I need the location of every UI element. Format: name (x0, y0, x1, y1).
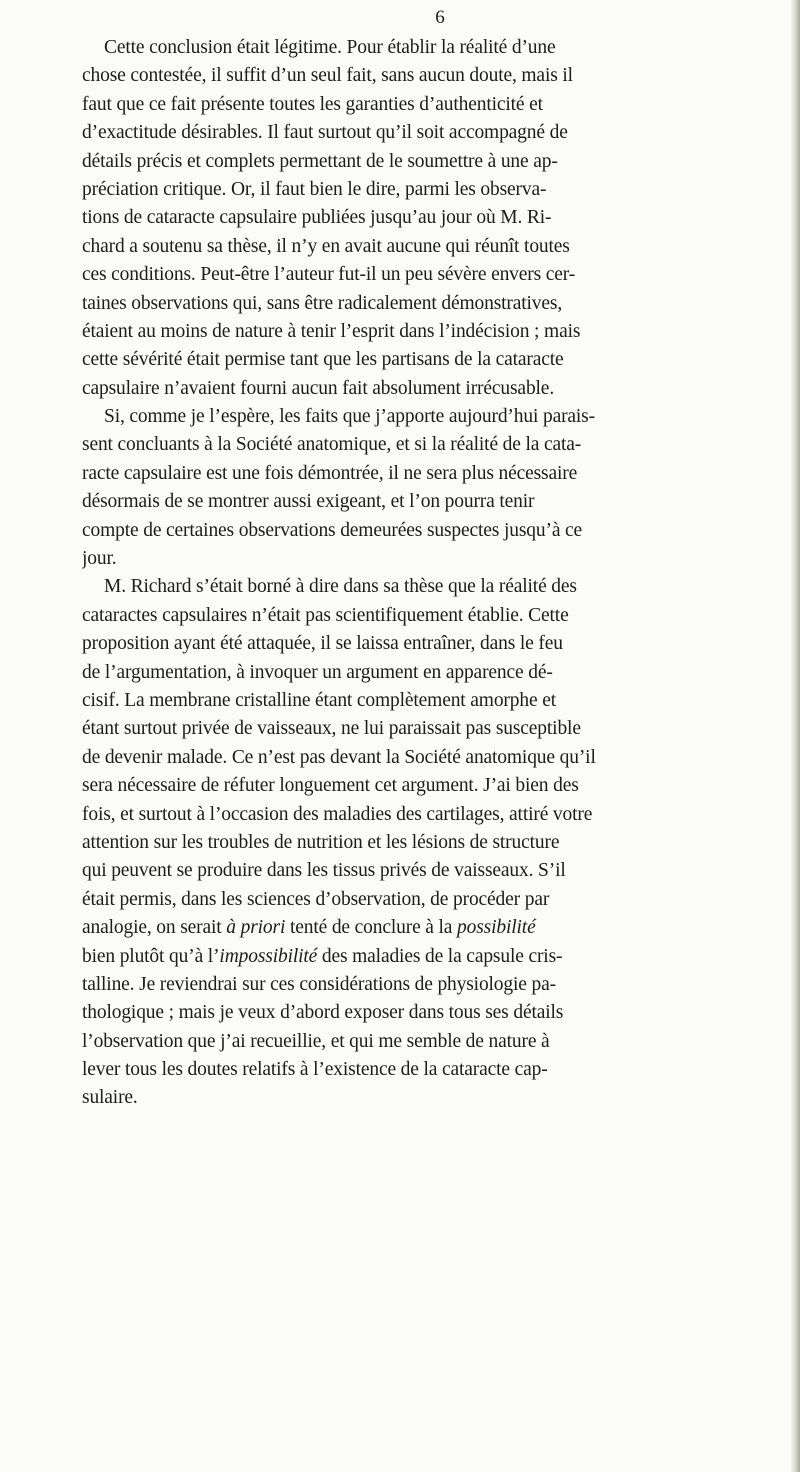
text-line: compte de certaines observations demeurées suspectes jusqu’à ce (82, 519, 583, 541)
text-line: attention sur les troubles de nutrition et les lésions de structure (82, 831, 560, 853)
text-line: sera nécessaire de réfuter longuement cet argument. J’ai bien des (82, 775, 579, 797)
text-line: de devenir malade. Ce n’est pas devant la Société anatomique qu’il (82, 746, 596, 768)
text-line: était permis, dans les sciences d’observation, de procéder par (82, 888, 550, 910)
text-line: cataractes capsulaires n’était pas scientifiquement établie. Cette (82, 604, 569, 626)
text-line: détails précis et complets permettant de le soumettre à une ap- (82, 150, 558, 172)
text-line: taines observations qui, sans être radicalement démonstratives, (82, 292, 563, 314)
text-segment: bien plutôt qu’à l’ (82, 945, 220, 967)
text-line: jour. (82, 548, 117, 570)
body-text (82, 34, 800, 1113)
paragraph-2 (82, 403, 800, 573)
text-line: qui peuvent se produire dans les tissus privés de vaisseaux. S’il (82, 860, 566, 882)
text-line: lever tous les doutes relatifs à l’existence de la cataracte cap- (82, 1059, 548, 1081)
text-line: chard a soutenu sa thèse, il n’y en avait aucune qui réunît toutes (82, 235, 570, 257)
text-line: fois, et surtout à l’occasion des maladies des cartilages, attiré votre (82, 803, 593, 825)
text-segment: tenté de conclure à la (285, 917, 458, 939)
text-line: désormais de se montrer aussi exigeant, et l’on pourra tenir (82, 491, 535, 513)
text-line-with-italics (82, 943, 800, 971)
text-segment: analogie, on serait (82, 917, 227, 939)
text-line: sulaire. (82, 1087, 138, 1109)
text-line: Si, comme je l’espère, les faits que j’apporte aujourd’hui parais- (104, 406, 595, 428)
text-line: cette sévérité était permise tant que les partisans de la cataracte (82, 349, 564, 371)
italic-phrase: à priori (226, 917, 286, 939)
text-line: racte capsulaire est une fois démontrée, il ne sera plus nécessaire (82, 462, 578, 484)
text-line: l’observation que j’ai recueillie, et qui me semble de nature à (82, 1030, 550, 1052)
text-line: tions de cataracte capsulaire publiées jusqu’au jour où M. Ri- (82, 207, 552, 229)
text-line: capsulaire n’avaient fourni aucun fait absolument irrécusable. (82, 377, 555, 399)
text-line: Cette conclusion était légitime. Pour établir la réalité d’une (104, 37, 556, 58)
text-line: proposition ayant été attaquée, il se laissa entraîner, dans le feu (82, 633, 563, 655)
paragraph-1 (82, 34, 800, 403)
text-line: ces conditions. Peut-être l’auteur fut-il un peu sévère envers cer- (82, 264, 576, 286)
text-line: faut que ce fait présente toutes les garanties d’authenticité et (82, 93, 543, 115)
text-line: thologique ; mais je veux d’abord exposer dans tous ses détails (82, 1002, 564, 1024)
italic-phrase: impossibilité (219, 945, 318, 967)
paragraph-3 (82, 573, 800, 1112)
text-line: de l’argumentation, à invoquer un argument en apparence dé- (82, 661, 553, 683)
text-line: chose contestée, il suffit d’un seul fait, sans aucun doute, mais il (82, 65, 573, 87)
italic-phrase: possibilité (457, 917, 536, 939)
text-line: sent concluants à la Société anatomique, et si la réalité de la cata- (82, 434, 582, 456)
page-number: 6 (435, 7, 445, 28)
text-line: d’exactitude désirables. Il faut surtout qu’il soit accompagné de (82, 122, 568, 144)
text-line: M. Richard s’était borné à dire dans sa thèse que la réalité des (104, 576, 577, 598)
text-line: étant surtout privée de vaisseaux, ne lui paraissait pas susceptible (82, 718, 581, 740)
text-line: préciation critique. Or, il faut bien le dire, parmi les observa- (82, 178, 547, 200)
text-line: étaient au moins de nature à tenir l’esprit dans l’indécision ; mais (82, 320, 581, 342)
text-line: talline. Je reviendrai sur ces considérations de physiologie pa- (82, 973, 556, 995)
text-line: cisif. La membrane cristalline étant complètement amorphe et (82, 689, 556, 711)
text-line-with-italics (82, 914, 800, 942)
text-segment: des maladies de la capsule cris- (317, 945, 563, 967)
